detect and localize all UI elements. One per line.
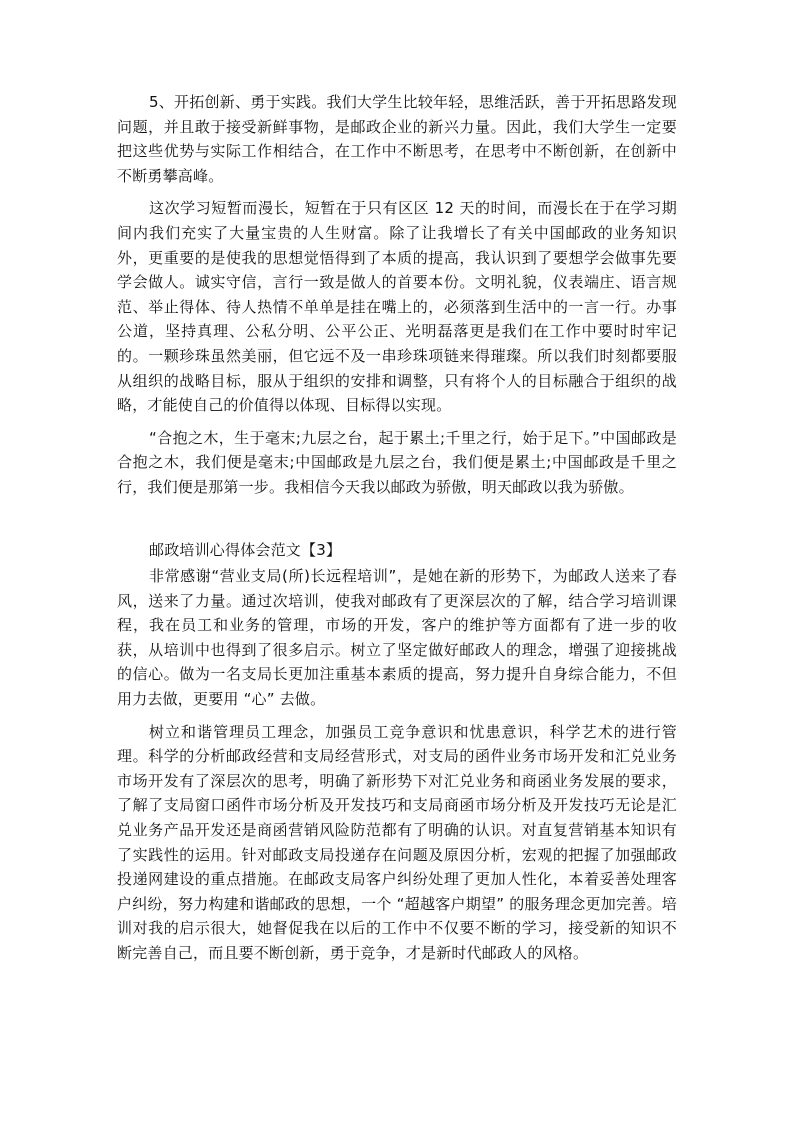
section-heading: 邮政培训心得体会范文【3】 bbox=[149, 540, 342, 559]
paragraph-management: 树立和谐管理员工理念，加强员工竞争意识和忧患意识，科学艺术的进行管理。科学的分析邮政经营和支局经营形式，对支局的函件业务市场开发和汇兑业务市场开发有了深层次的思考，明确了新形势下对汇兑业务和商函业务发展的要求，了解了支局窗口函件市场分析及开发技巧和支局商函市场分析及开发技巧无论是汇兑业务产品开发还是商函营销风险防范都有了明确的认识。对直复营销基本知识有了实践性的运用。针对邮政支局投递存在问题及原因分析，宏观的把握了加强邮政投递网建设的重点措施。在邮政支局客户纠纷处理了更加人性化，本着妥善处理客户纠纷，努力构建和谐邮政的思想，一个 “超越客户期望” 的服务理念更加完善。培训对我的启示很大，她督促我在以后的工作中不仅要不断的学习，接受新的知识不断完善自己，而且要不断创新，勇于竞争，才是新时代邮政人的风格。 bbox=[117, 722, 677, 962]
document-page bbox=[117, 90, 677, 974]
paragraph-innovation: 5、开拓创新、勇于实践。我们大学生比较年轻，思维活跃，善于开拓思路发现问题，并且敢于接受新鲜事物，是邮政企业的新兴力量。因此，我们大学生一定要把这些优势与实际工作相结合，在工作中不断思考，在思考中不断创新，在创新中不断勇攀高峰。 bbox=[117, 93, 677, 185]
paragraph-proverb: “合抱之木，生于毫末;九层之台，起于累土;千里之行，始于足下。”中国邮政是合抱之木，我们便是毫末;中国邮政是九层之台，我们便是累土;中国邮政是千里之行，我们便是那第一步。我相信今天我以邮政为骄傲，明天邮政以我为骄傲。 bbox=[117, 428, 677, 496]
paragraph-study-reflection: 这次学习短暂而漫长，短暂在于只有区区 12 天的时间，而漫长在于在学习期间内我们充实了大量宝贵的人生财富。除了让我增长了有关中国邮政的业务知识外，更重要的是使我的思想觉悟得到了本质的提高，我认识到了要想学会做事先要学会做人。诚实守信，言行一致是做人的首要本份。文明礼貌，仪表端庄、语言规范、举止得体、待人热情不单单是挂在嘴上的，必须落到生活中的一言一行。办事公道，坚持真理、公私分明、公平公正、光明磊落更是我们在工作中要时时牢记的。一颗珍珠虽然美丽，但它远不及一串珍珠项链来得璀璨。所以我们时刻都要服从组织的战略目标，服从于组织的安排和调整，只有将个人的目标融合于组织的战略，才能使自己的价值得以体现、目标得以实现。 bbox=[117, 199, 677, 415]
paragraph-training-thanks: 非常感谢“营业支局(所)长远程培训”，是她在新的形势下，为邮政人送来了春风，送来了力量。通过次培训，使我对邮政有了更深层次的了解，结合学习培训课程，我在员工和业务的管理，市场的开发，客户的维护等方面都有了进一步的收获，从培训中也得到了很多启示。树立了坚定做好邮政人的理念，增强了迎接挑战的信心。做为一名支局长更加注重基本素质的提高，努力提升自身综合能力，不但用力去做，更要用 “心” 去做。 bbox=[117, 567, 677, 709]
